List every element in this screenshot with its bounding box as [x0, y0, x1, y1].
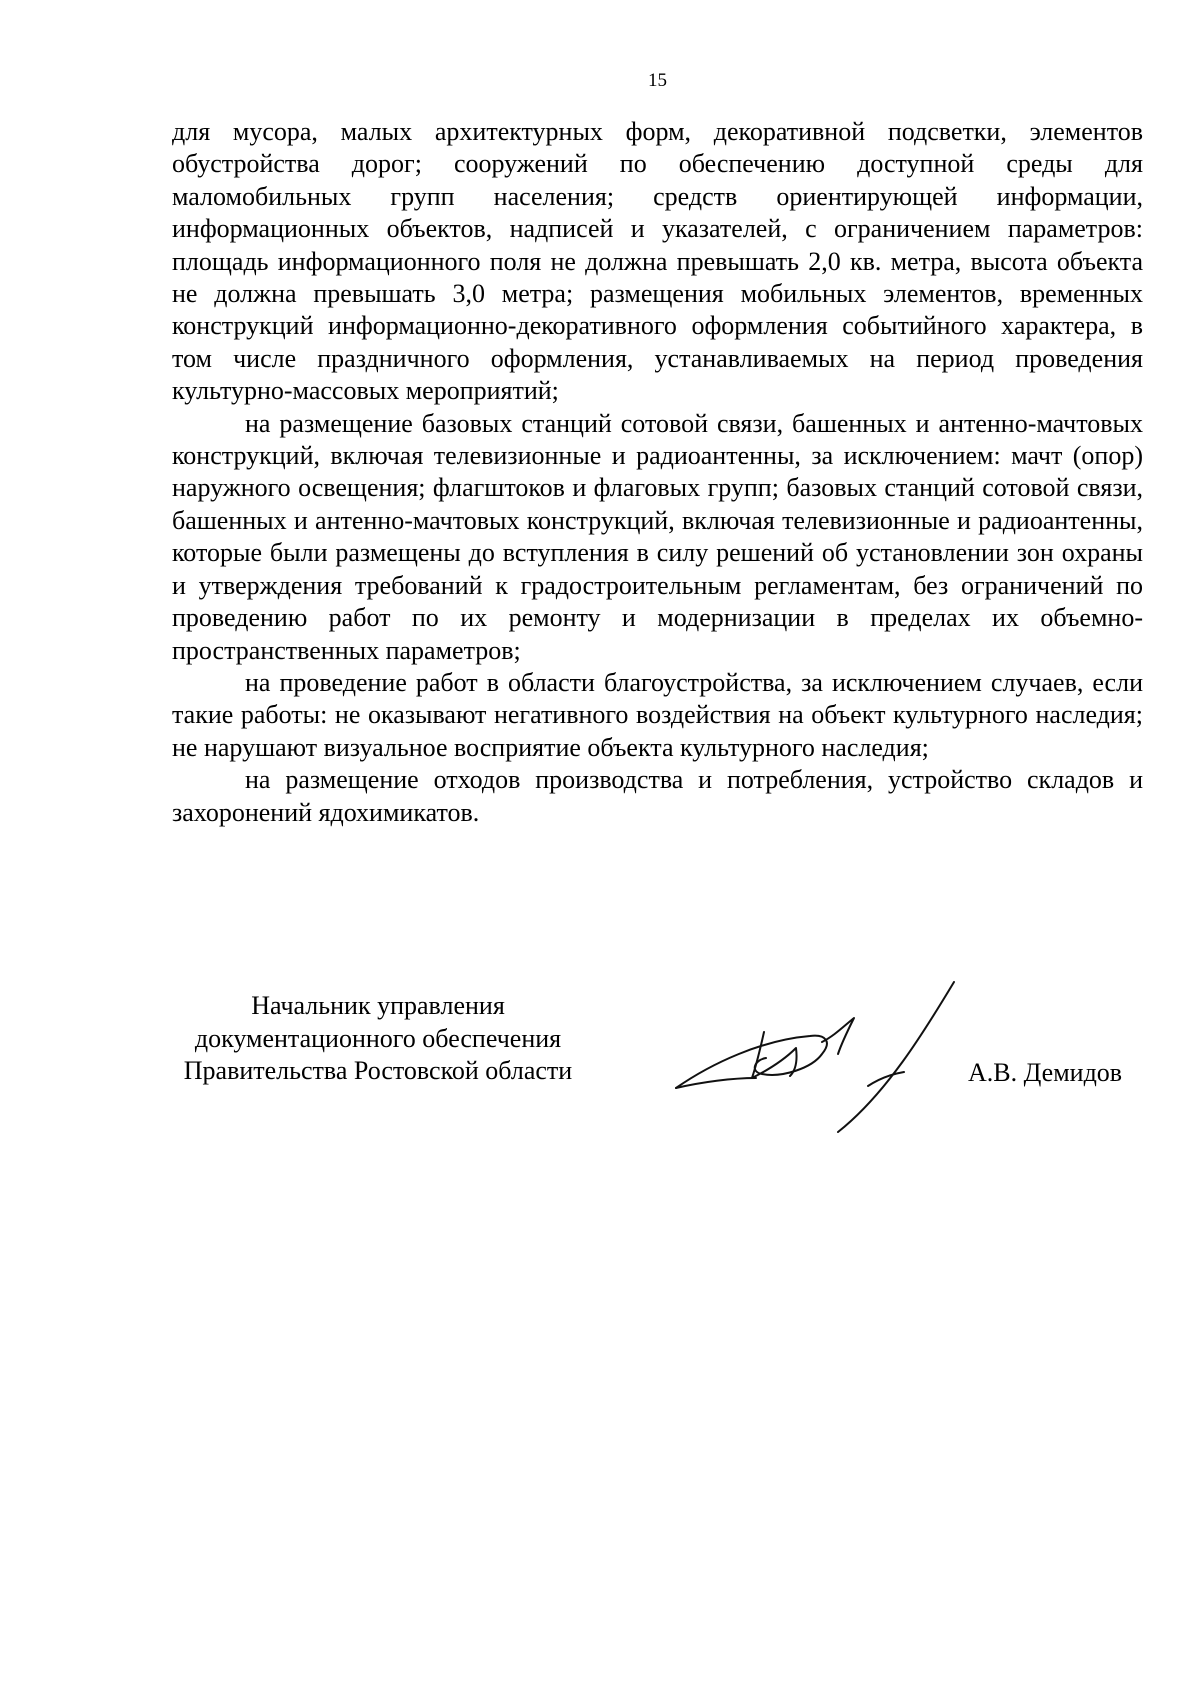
paragraph-base-stations: на размещение базовых станций сотовой связи, башенных и антенно-мачтовых конструкций, включая телевизионные и радиоантенны, за исключением: мачт (опор) наружного освещения; флагштоков и флаговых групп; базовых станций сотовой связи, башенных и антенно-мачтовых конструкций, включая телевизионные и радиоантенны, которые были размещены до вступления в силу решений об установлении зон охраны и утверждения требований к градостроительным регламентам, без ограничений по проведению работ по их ремонту и модернизации в пределах их объемно-пространственных параметров; [172, 408, 1143, 665]
signatory-title-line: документационного обеспечения [194, 1023, 562, 1053]
signatory-title-line: Правительства Ростовской области [183, 1056, 573, 1086]
signatory-name: А.В. Демидов [968, 1058, 1123, 1087]
paragraph-waste: на размещение отходов производства и потребления, устройство складов и захоронений ядохимикатов. [172, 765, 1143, 827]
signatory-title [160, 990, 596, 1088]
page-number: 15 [648, 70, 667, 91]
handwritten-signature [672, 978, 962, 1138]
document-body [172, 116, 1143, 829]
paragraph-continuation: для мусора, малых архитектурных форм, декоративной подсветки, элементов обустройства дорог; сооружений по обеспечению доступной среды для маломобильных групп населения; средств ориентирующей информации, информационных объектов, надписей и указателей, с ограничением параметров: площадь информационного поля не должна превышать 2,0 кв. метра, высота объекта не должна превышать 3,0 метра; размещения мобильных элементов, временных конструкций информационно-декоративного оформления событийного характера, в том числе праздничного оформления, устанавливаемых на период проведения культурно-массовых мероприятий; [172, 117, 1143, 406]
signatory-title-line: Начальник управления [251, 991, 505, 1020]
paragraph-landscaping: на проведение работ в области благоустройства, за исключением случаев, если такие работы: не оказывают негативного воздействия на объект культурного наследия; не нарушают визуальное восприятие объекта культурного наследия; [172, 667, 1143, 762]
